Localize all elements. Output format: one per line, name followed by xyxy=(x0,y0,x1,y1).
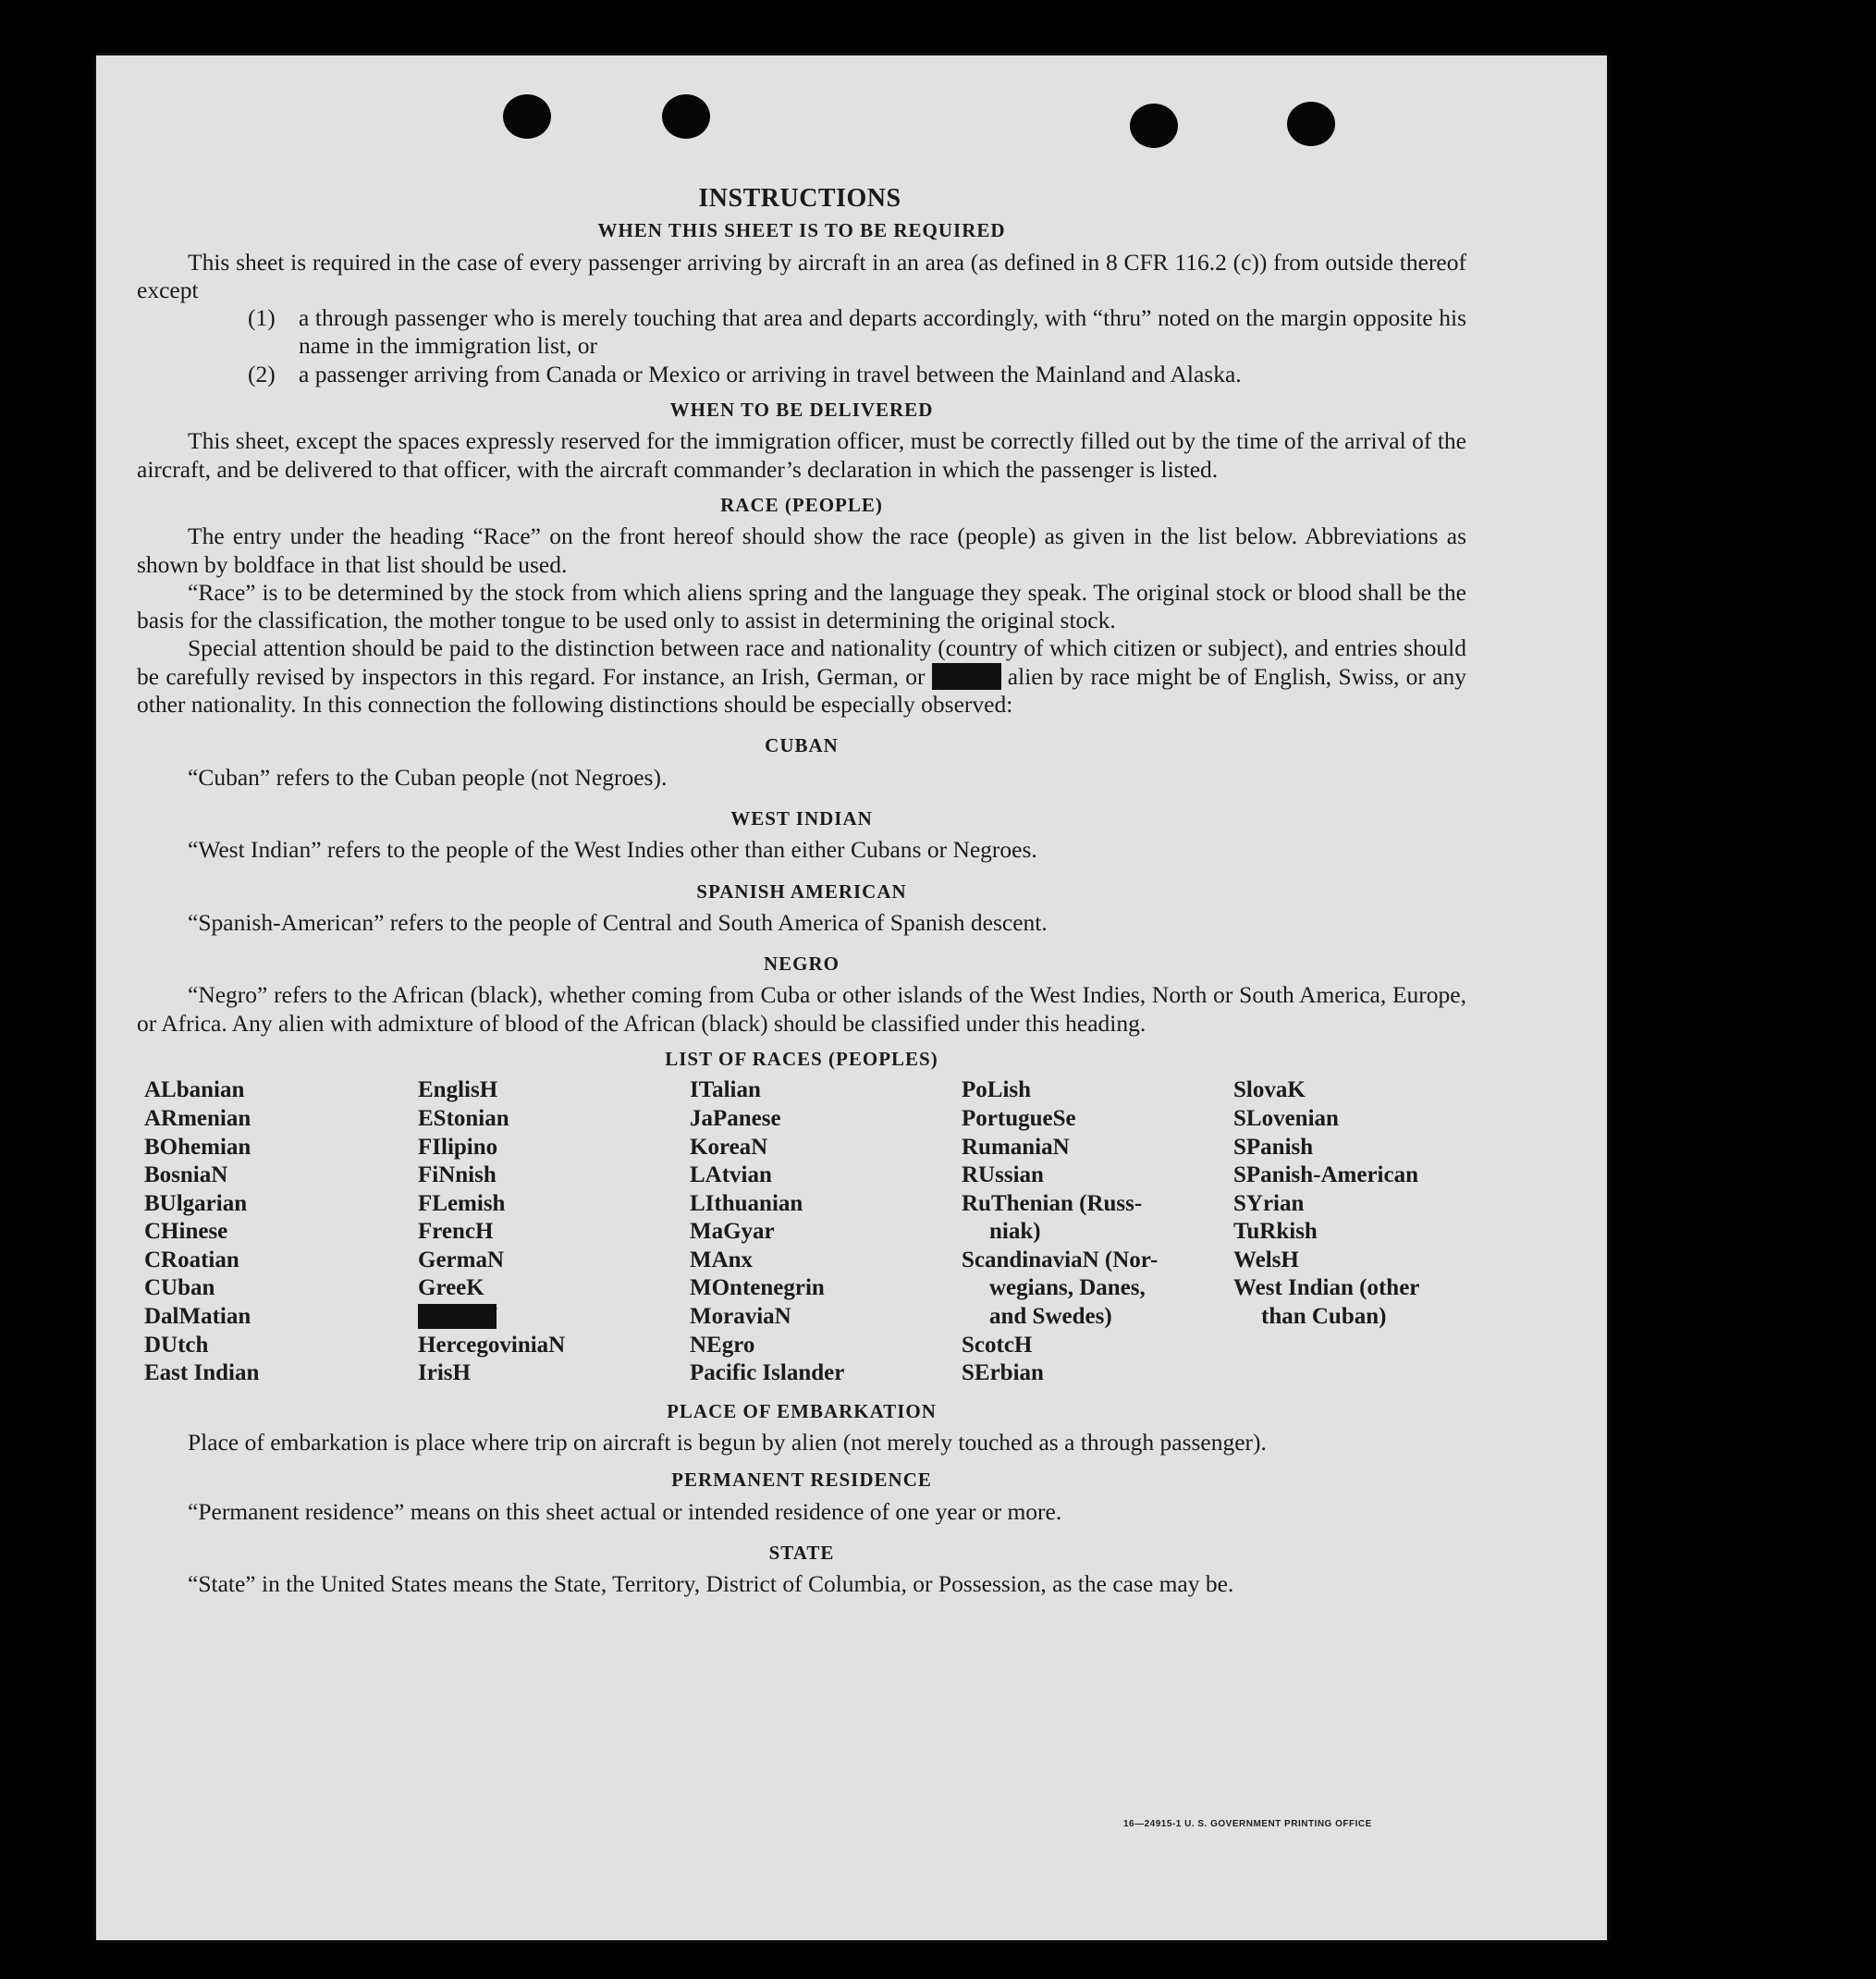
race-item: EStonian xyxy=(418,1105,509,1131)
race-item: IrisH xyxy=(418,1360,471,1386)
race-item: MAnx xyxy=(690,1247,754,1272)
document-sheet xyxy=(96,55,1607,1940)
race-item: GermaN xyxy=(418,1247,505,1272)
race-item-continuation: and Swedes) xyxy=(989,1304,1112,1330)
race-item: LIthuanian xyxy=(690,1190,803,1216)
race-item: FLemish xyxy=(418,1190,506,1216)
race-item-continuation: wegians, Danes, xyxy=(989,1275,1146,1301)
item-text: a passenger arriving from Canada or Mexico or arriving in travel between the Mainland and Alaska. xyxy=(299,360,1242,387)
page-title: INSTRUCTIONS xyxy=(698,184,901,213)
race-item: MOntenegrin xyxy=(690,1275,825,1301)
section-heading: WHEN THIS SHEET IS TO BE REQUIRED xyxy=(597,219,1006,242)
item-number: (1) xyxy=(248,304,276,332)
race-item: FIlipino xyxy=(418,1134,498,1160)
item-number: (2) xyxy=(248,360,276,387)
races-column xyxy=(418,1076,690,1388)
section-heading: STATE xyxy=(768,1542,835,1565)
race-item: WelsH xyxy=(1233,1247,1299,1272)
races-list xyxy=(144,1076,1466,1388)
race-item: SYrian xyxy=(1233,1190,1305,1216)
race-item: GreeK xyxy=(418,1275,484,1301)
race-item: LAtvian xyxy=(690,1162,772,1188)
redacted-race-item: HebreW xyxy=(418,1304,497,1330)
paragraph: “West Indian” refers to the people of the West Indies other than either Cubans or Negroes. xyxy=(188,836,1037,864)
race-item: TuRkish xyxy=(1233,1219,1318,1245)
printing-office-code: 16—24915-1 U. S. GOVERNMENT PRINTING OFFICE xyxy=(1123,1819,1372,1829)
race-item: PortugueSe xyxy=(962,1105,1076,1131)
race-item: BosniaN xyxy=(144,1162,228,1188)
races-column xyxy=(144,1076,418,1388)
races-column xyxy=(1233,1076,1474,1388)
race-item: EnglisH xyxy=(418,1077,498,1103)
paragraph: Place of embarkation is place where trip on aircraft is begun by alien (not merely touched as a through passenger). xyxy=(188,1429,1267,1457)
race-item: FiNnish xyxy=(418,1162,497,1188)
race-item: SPanish-American xyxy=(1233,1162,1418,1188)
paragraph: The entry under the heading “Race” on the front hereof should show the race (people) as given in the list below. Abbreviations as shown by boldface in that list should be used. xyxy=(137,522,1466,578)
section-heading: WHEN TO BE DELIVERED xyxy=(669,399,934,422)
section-heading: LIST OF RACES (PEOPLES) xyxy=(665,1048,938,1071)
paragraph xyxy=(137,634,1466,719)
paragraph: “State” in the United States means the State, Territory, District of Columbia, or Possession, as the case may be. xyxy=(188,1570,1234,1598)
race-item: Pacific Islander xyxy=(690,1360,845,1386)
race-item: KoreaN xyxy=(690,1134,768,1160)
section-heading: WEST INDIAN xyxy=(730,806,873,830)
paragraph: “Permanent residence” means on this sheet actual or intended residence of one year or more. xyxy=(188,1497,1062,1525)
race-item: CRoatian xyxy=(144,1247,239,1272)
race-item: HercegoviniaN xyxy=(418,1332,566,1358)
race-item: SLovenian xyxy=(1233,1105,1339,1131)
paragraph: “Negro” refers to the African (black), whether coming from Cuba or other islands of the West Indies, North or South America, Europe, or Africa. Any alien with admixture of blood of the African (black) should be classified under this heading. xyxy=(137,981,1466,1037)
redacted-word: Hebrew xyxy=(931,662,1001,690)
paragraph-text: alien by race might be of English, Swiss, or any other nationality. In this connection the following distinctions should be especially observed: xyxy=(137,662,1467,719)
section-heading: PERMANENT RESIDENCE xyxy=(671,1469,932,1492)
race-item: NEgro xyxy=(690,1332,755,1358)
race-item: RUssian xyxy=(962,1162,1044,1188)
race-item: ITalian xyxy=(690,1077,761,1103)
race-item: SlovaK xyxy=(1233,1077,1306,1103)
race-item: FrencH xyxy=(418,1219,494,1245)
race-item: BUlgarian xyxy=(144,1190,248,1216)
race-item: DUtch xyxy=(144,1332,209,1358)
section-heading: CUBAN xyxy=(765,734,839,757)
item-text: a through passenger who is merely touching that area and departs accordingly, with “thru” noted on the margin opposite his name in the immigration list, or xyxy=(299,304,1466,360)
race-item: CUban xyxy=(144,1275,215,1301)
punch-hole xyxy=(1130,104,1178,148)
race-item: SPanish xyxy=(1233,1134,1314,1160)
race-item: ALbanian xyxy=(144,1077,245,1103)
paragraph: This sheet is required in the case of every passenger arriving by aircraft in an area (as defined in 8 CFR 116.2 (c)) from outside thereof except xyxy=(137,248,1466,303)
paragraph-text: Special attention should be paid to the distinction between race and nationality (country of which citizen or subject), and entries should be carefully revised by inspectors in this regard. For instance, an Irish, German, or xyxy=(137,634,1466,690)
race-item-continuation: than Cuban) xyxy=(1261,1304,1387,1330)
section-heading: NEGRO xyxy=(763,953,840,976)
race-item: RumaniaN xyxy=(962,1134,1070,1160)
race-item: MaGyar xyxy=(690,1219,775,1245)
paragraph: “Spanish-American” refers to the people of Central and South America of Spanish descent. xyxy=(188,908,1048,936)
paragraph: “Cuban” refers to the Cuban people (not Negroes). xyxy=(188,763,668,791)
race-item: West Indian (other xyxy=(1233,1275,1420,1301)
paragraph: “Race” is to be determined by the stock from which aliens spring and the language they speak. The original stock or blood shall be the basis for the classification, the mother tongue to be used only to assist in determining the original stock. xyxy=(137,578,1466,634)
section-heading: RACE (PEOPLE) xyxy=(720,493,883,516)
punch-hole xyxy=(1287,102,1335,146)
race-item-continuation: niak) xyxy=(989,1219,1041,1245)
races-column xyxy=(690,1076,962,1388)
list-item xyxy=(248,304,1466,361)
list-item xyxy=(248,361,1466,388)
section-heading: SPANISH AMERICAN xyxy=(696,879,907,903)
race-item: BOhemian xyxy=(144,1134,251,1160)
race-item: RuThenian (Russ- xyxy=(962,1190,1143,1216)
race-item: ScotcH xyxy=(962,1332,1033,1358)
race-item: MoraviaN xyxy=(690,1304,791,1330)
races-column xyxy=(962,1076,1233,1388)
paragraph: This sheet, except the spaces expressly reserved for the immigration officer, must be correctly filled out by the time of the arrival of the aircraft, and be delivered to that officer, with the aircraft commander’s declaration in which the passenger is listed. xyxy=(137,427,1466,483)
race-item: SErbian xyxy=(962,1360,1044,1386)
punch-hole xyxy=(503,94,551,139)
race-item: East Indian xyxy=(144,1360,260,1386)
race-item: JaPanese xyxy=(690,1105,781,1131)
race-item: ARmenian xyxy=(144,1105,251,1131)
section-heading: PLACE OF EMBARKATION xyxy=(667,1399,937,1422)
instructions-content xyxy=(137,185,1466,1599)
race-item: DalMatian xyxy=(144,1304,251,1330)
race-item: PoLish xyxy=(962,1077,1032,1103)
race-item: CHinese xyxy=(144,1219,228,1245)
punch-hole xyxy=(662,94,710,139)
race-item: ScandinaviaN (Nor- xyxy=(962,1247,1159,1272)
